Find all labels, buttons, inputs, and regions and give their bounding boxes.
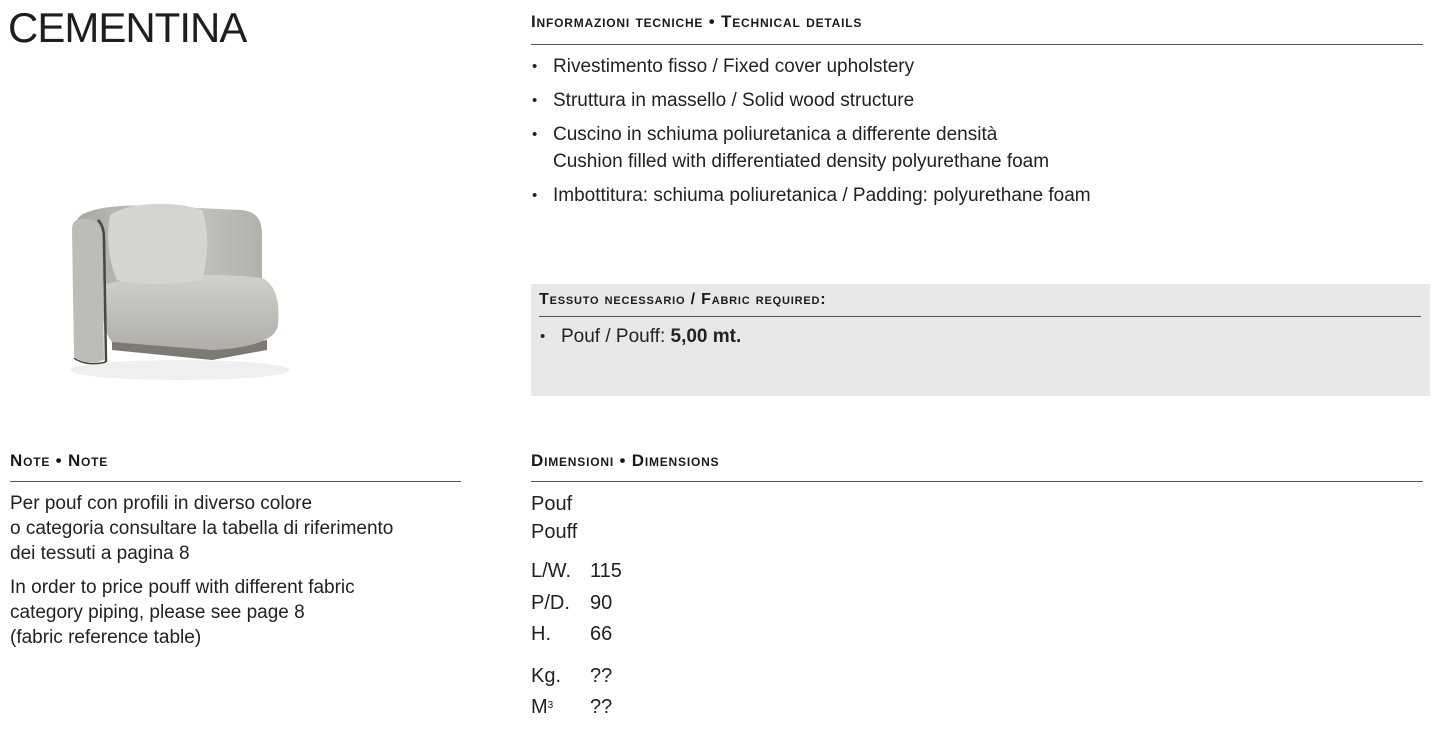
dimension-volume: $M^3$ ?? [531,696,613,718]
technical-item: • Rivestimento fisso / Fixed cover upholstery [531,53,1411,80]
dimension-width: L/W. 115 [531,560,622,582]
fabric-amount: 5,00 mt. [670,326,742,347]
dimension-height: H. 66 [531,623,613,645]
dimension-depth: P/D. 90 [531,591,613,614]
note-text [10,491,393,659]
note-heading: Note • Note [10,451,109,470]
dimensions-label-it: Pouf [531,493,573,515]
dimensions-heading: Dimensioni • Dimensions [531,451,720,470]
technical-heading: Informazioni tecniche • Technical details [531,12,863,31]
fabric-heading: Tessuto necessario / Fabric required: [539,291,827,308]
technical-list [531,53,1411,216]
note-divider [10,481,461,482]
fabric-required-box [531,284,1430,396]
note-italian: Per pouf con profili in diverso colore o categoria consultare la tabella di riferimento dei tessuti a pagina 8 [10,493,394,564]
dimensions-divider [531,481,1423,482]
fabric-divider [539,316,1421,317]
technical-item: • Imbottitura: schiuma poliuretanica / Padding: polyurethane foam [531,182,1411,209]
product-title: CEMENTINA [8,4,247,51]
product-image [62,190,302,390]
fabric-list [539,323,741,357]
fabric-item: • Pouf / Pouff: 5,00 mt. [539,323,741,350]
technical-item: • Struttura in massello / Solid wood structure [531,87,1411,114]
dimensions-block [531,490,622,724]
technical-item: • Cuscino in schiuma poliuretanica a differente densità Cushion filled with differentiated density polyurethane foam [531,121,1411,175]
technical-divider [531,44,1423,45]
dimension-weight: Kg. ?? [531,664,613,687]
note-english: In order to price pouff with different fabric category piping, please see page 8 (fabric reference table) [10,577,355,648]
dimensions-label-en: Pouff [531,521,578,543]
